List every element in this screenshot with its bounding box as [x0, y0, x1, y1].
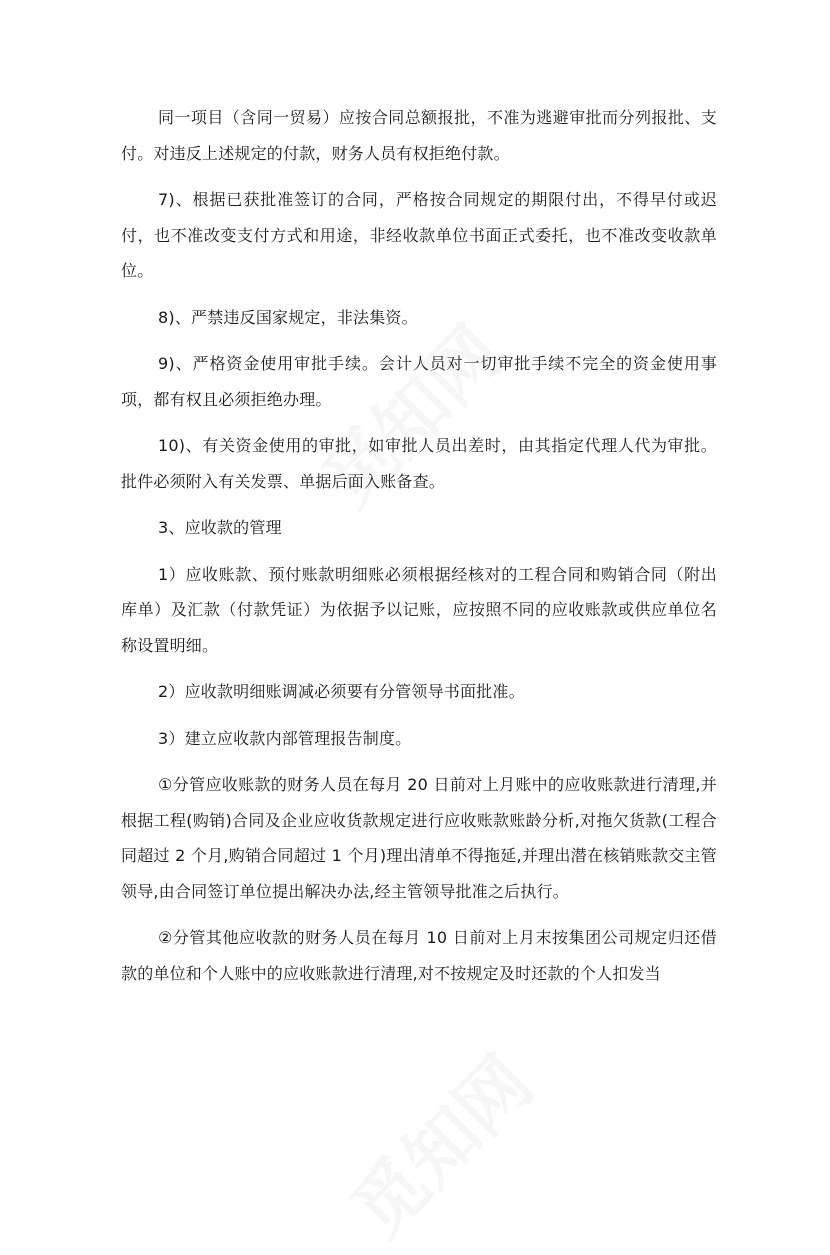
section-heading: 3、应收款的管理	[158, 518, 282, 537]
document-body	[121, 100, 717, 1002]
paragraph: 3）建立应收款内部管理报告制度。	[158, 728, 412, 748]
paragraph: ①分管应收账款的财务人员在每月 20 日前对上月账中的应收账款进行清理,并根据工程(购销)合同及企业应收货款规定进行应收账款账龄分析,对拖欠货款(工程合同超过 2 个月,购销合同超过 1 个月)理出清单不得拖延,并理出潜在核销账款交主管领导,由合同签订单位提出解决办法,经主管领导批准之后执行。	[121, 775, 717, 901]
paragraph: 10)、有关资金使用的审批，如审批人员出差时，由其指定代理人代为审批。批件必须附入有关发票、单据后面入账备查。	[121, 436, 717, 491]
watermark	[325, 1029, 551, 1255]
paragraph: 2）应收款明细账调减必须要有分管领导书面批准。	[158, 682, 525, 701]
paragraph: ②分管其他应收款的财务人员在每月 10 日前对上月末按集团公司规定归还借款的单位和个人账中的应收账款进行清理,对不按规定及时还款的个人扣发当	[121, 928, 717, 983]
paragraph: 8)、严禁违反国家规定，非法集资。	[158, 307, 418, 327]
paragraph: 1）应收账款、预付账款明细账必须根据经核对的工程合同和购销合同（附出库单）及汇款（付款凭证）为依据予以记账，应按照不同的应收账款或供应单位名称设置明细。	[121, 564, 717, 655]
paragraph: 同一项目（含同一贸易）应按合同总额报批，不准为逃避审批而分列报批、支付。对违反上述规定的付款，财务人员有权拒绝付款。	[121, 108, 717, 163]
paragraph: 9)、严格资金使用审批手续。会计人员对一切审批手续不完全的资金使用事项，都有权且必须拒绝办理。	[121, 354, 717, 409]
paragraph: 7)、根据已获批准签订的合同，严格按合同规定的期限付出，不得早付或迟付，也不准改变支付方式和用途，非经收款单位书面正式委托，也不准改变收款单位。	[121, 190, 717, 280]
